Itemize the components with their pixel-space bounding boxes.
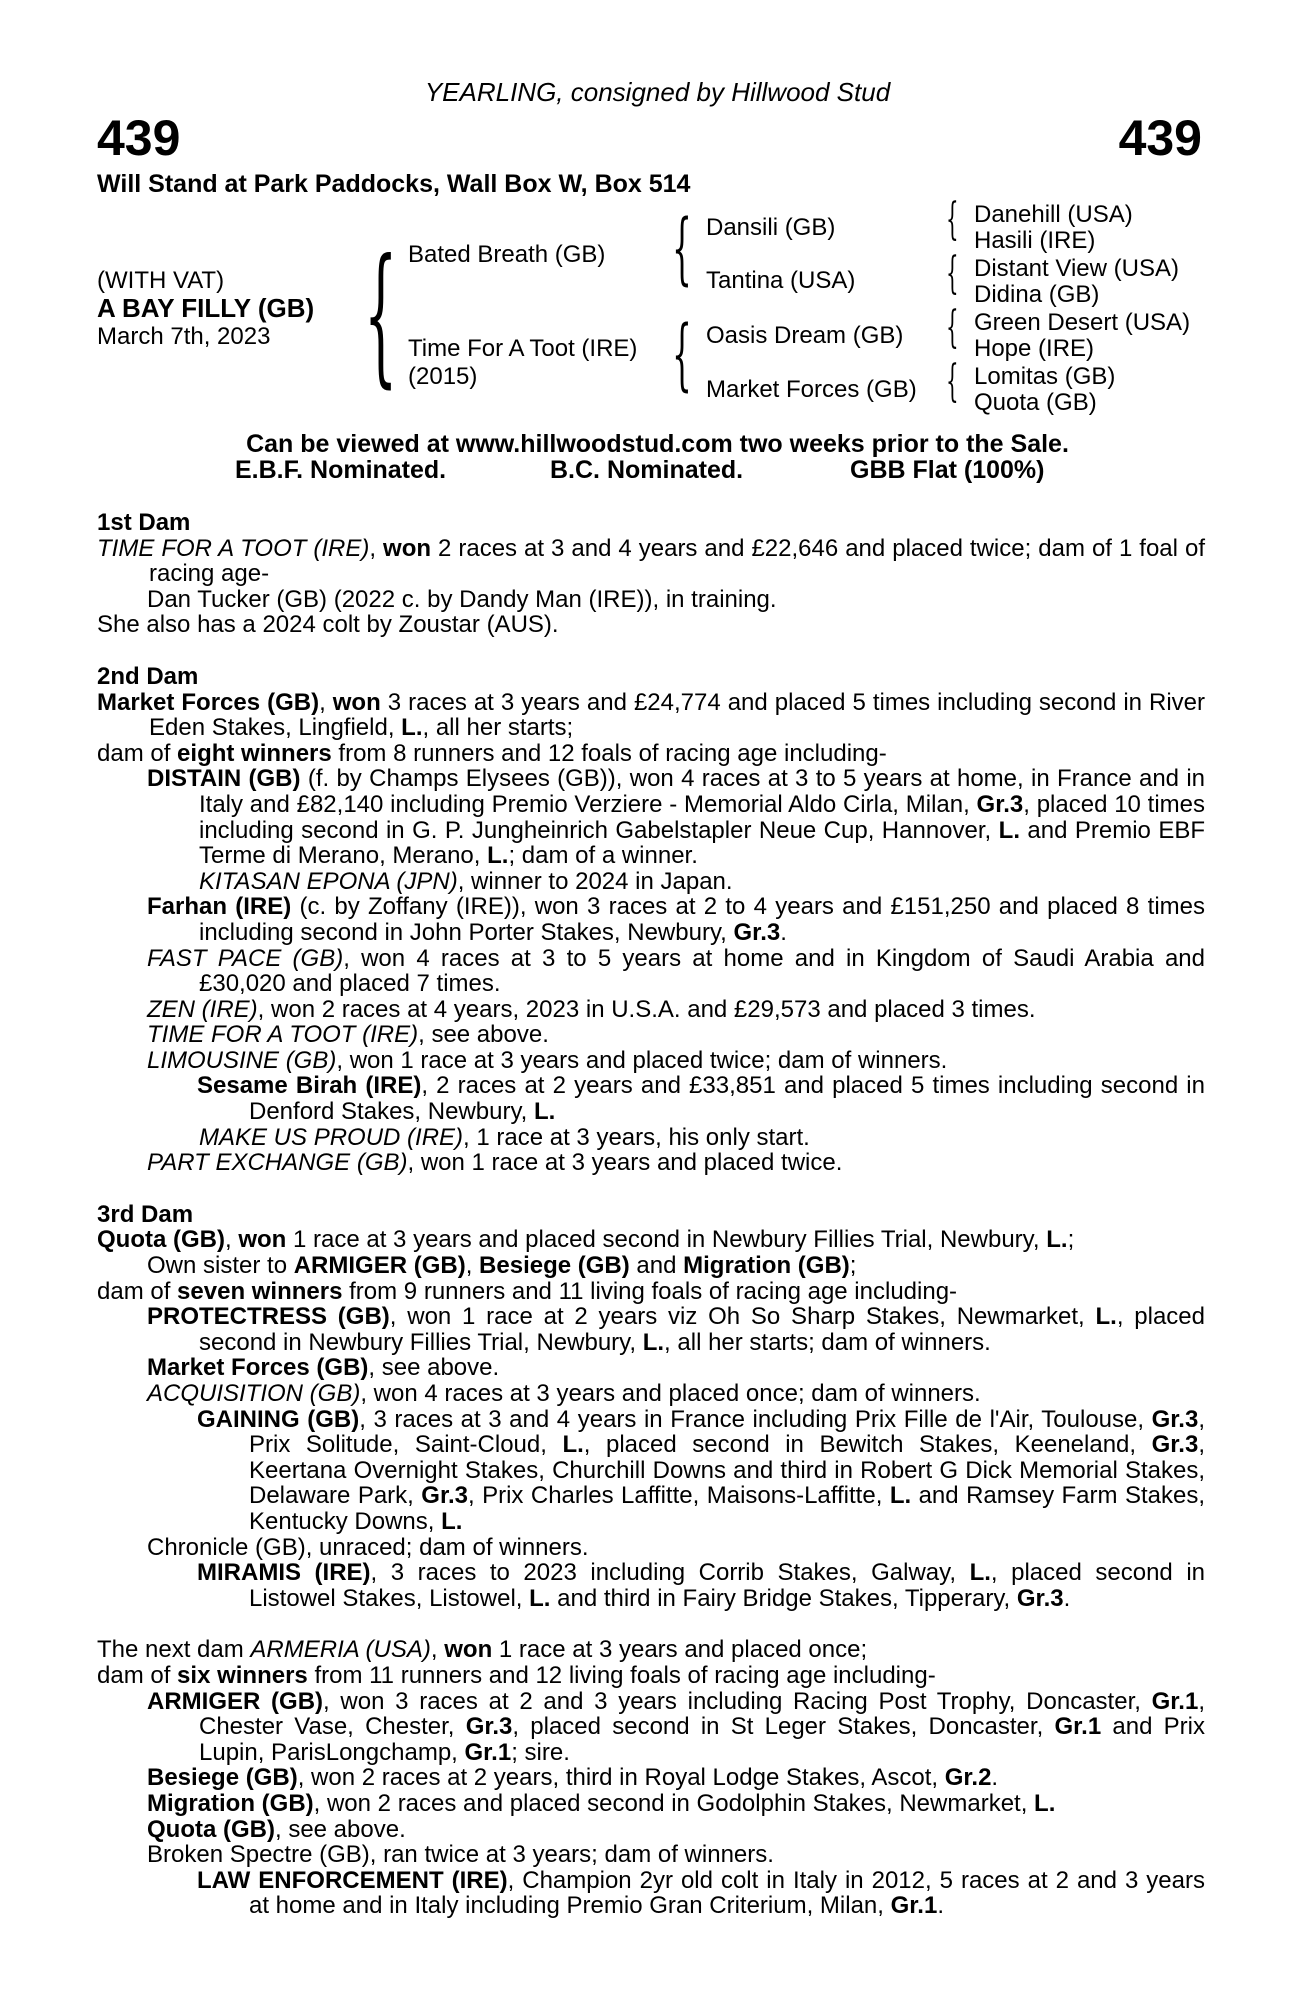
pedigree-g6: Hope (IRE) xyxy=(974,335,1095,362)
section-2 xyxy=(97,638,1205,1176)
entry-line xyxy=(97,690,1205,741)
pedigree-sire-sire: Dansili (GB) xyxy=(706,214,836,241)
text-segment: , won 2 races at 4 years, 2023 in U.S.A. and £29,573 and placed 3 times. xyxy=(257,995,1036,1023)
text-segment: , won 2 races and placed second in Godolphin Stakes, Newmarket, xyxy=(313,1789,1035,1817)
text-segment: (c. by Zoffany (IRE)), won 3 races at 2 to 4 years and £151,250 and placed 8 times including second in John Porter Stakes, Newbury, xyxy=(199,893,1205,946)
italic-text: TIME FOR A TOOT (IRE) xyxy=(147,1021,419,1049)
horse-name: A BAY FILLY (GB) xyxy=(97,293,315,323)
text-segment: , see above. xyxy=(368,1354,500,1382)
pedigree-dam-sire: Oasis Dream (GB) xyxy=(706,322,904,349)
bold-text: won xyxy=(332,688,381,716)
pedigree-g1: Danehill (USA) xyxy=(974,201,1133,228)
entry-line xyxy=(97,1253,1205,1279)
text-segment: Broken Spectre (GB), ran twice at 3 years; dam of winners. xyxy=(147,1841,774,1869)
section-1 xyxy=(97,510,1205,638)
entry-line xyxy=(97,1765,1205,1791)
bold-text: L. xyxy=(487,842,509,870)
text-segment: , won 1 race at 3 years and placed twice. xyxy=(407,1149,843,1177)
entry-line xyxy=(97,1791,1205,1817)
entry-line xyxy=(97,612,1205,638)
bold-text: L. xyxy=(998,816,1020,844)
consigned-by: YEARLING, consigned by Hillwood Stud xyxy=(424,77,891,107)
entry-line xyxy=(97,1355,1205,1381)
text-segment: , placed 10 times including second in G. P. Jungheinrich Gabelstapler Neue Cup, Hannover, xyxy=(199,790,1205,844)
pedigree-sire: Bated Breath (GB) xyxy=(408,241,606,268)
entry-line xyxy=(97,1560,1205,1611)
text-segment: , 2 races at 2 years and £33,851 and placed 5 times including second in Denford Stakes, Newbury, xyxy=(249,1072,1205,1126)
bold-text: Gr.3 xyxy=(1151,1405,1199,1433)
text-segment: from 8 runners and 12 foals of racing age including- xyxy=(331,739,887,767)
bold-text: LAW ENFORCEMENT (IRE) xyxy=(197,1866,508,1894)
entry-line xyxy=(97,1817,1205,1843)
vat-note: (WITH VAT) xyxy=(97,267,225,294)
catalogue-content xyxy=(97,510,1205,1919)
text-segment: , Prix Charles Laffitte, Maisons-Laffitte, xyxy=(467,1482,890,1510)
text-segment: , placed second in Newbury Fillies Trial, Newbury, xyxy=(199,1303,1205,1356)
bold-text: won xyxy=(383,534,432,562)
italic-text: KITASAN EPONA (JPN) xyxy=(199,867,458,895)
text-segment: , see above. xyxy=(418,1021,549,1049)
text-segment: dam of xyxy=(97,1277,178,1305)
bold-text: Gr.3 xyxy=(1151,1431,1199,1459)
text-segment: , xyxy=(465,1252,480,1280)
text-segment: from 11 runners and 12 living foals of racing age including- xyxy=(307,1661,936,1689)
text-segment: and Prix Lupin, ParisLongchamp, xyxy=(199,1713,1205,1766)
text-segment: The next dam xyxy=(97,1636,251,1664)
text-segment: , placed second in Bewitch Stakes, Keeneland, xyxy=(583,1431,1152,1459)
italic-text: PART EXCHANGE (GB) xyxy=(147,1149,408,1177)
bold-text: L. xyxy=(562,1431,584,1459)
text-segment: ; dam of a winner. xyxy=(508,842,698,870)
entry-line xyxy=(97,1125,1205,1151)
bold-text: Market Forces (GB) xyxy=(147,1354,369,1382)
entry-line xyxy=(97,1868,1205,1919)
text-segment: , xyxy=(430,1636,445,1664)
pedigree-brace-main: { xyxy=(364,228,398,402)
text-segment: , 3 races to 2023 including Corrib Stakes, Galway, xyxy=(370,1559,970,1587)
text-segment: , see above. xyxy=(274,1815,406,1843)
section-title: 1st Dam xyxy=(97,509,191,536)
entry-line xyxy=(97,1689,1205,1766)
lot-number-right: 439 xyxy=(1118,110,1202,166)
entry-line xyxy=(97,1048,1205,1074)
pedigree-brace-g4: { xyxy=(946,356,959,407)
bold-text: won xyxy=(238,1226,287,1254)
pedigree-brace-sire: { xyxy=(672,204,692,294)
bold-text: ARMIGER (GB) xyxy=(147,1687,324,1715)
text-segment: , won 3 races at 2 and 3 years including Racing Post Trophy, Doncaster, xyxy=(323,1687,1152,1715)
pedigree-g4: Didina (GB) xyxy=(974,281,1100,308)
pedigree-dam-dam: Market Forces (GB) xyxy=(706,376,917,403)
bold-text: won xyxy=(444,1636,493,1664)
text-segment: from 9 runners and 11 living foals of racing age including- xyxy=(342,1277,958,1305)
bold-text: Gr.2 xyxy=(944,1764,992,1792)
text-segment: 3 races at 3 years and £24,774 and placed 5 times including second in River Eden Stakes, Lingfield, xyxy=(149,688,1206,742)
entry-line xyxy=(97,894,1205,945)
text-segment: and Ramsey Farm Stakes, Kentucky Downs, xyxy=(249,1482,1205,1535)
bold-text: Gr.3 xyxy=(465,1713,513,1741)
bold-text: DISTAIN (GB) xyxy=(147,765,301,793)
text-segment: (f. by Champs Elysees (GB)), won 4 races at 3 to 5 years at home, in France and in Italy and £82,140 including Premio Verziere - Memorial Aldo Cirla, Milan, xyxy=(199,765,1205,818)
section-title: 2nd Dam xyxy=(97,662,199,690)
pedigree-brace-g2: { xyxy=(946,248,959,299)
bold-text: Gr.3 xyxy=(733,918,781,946)
entry-line xyxy=(97,1022,1205,1048)
text-segment: , won 4 races at 3 years and placed once; dam of winners. xyxy=(360,1380,981,1407)
bold-text: six winners xyxy=(177,1661,308,1689)
text-segment: . xyxy=(991,1764,999,1792)
bc-nominated: B.C. Nominated. xyxy=(550,456,744,484)
bold-text: Gr.1 xyxy=(1054,1713,1102,1741)
text-segment: 2 races at 3 and 4 years and £22,646 and placed twice; dam of 1 foal of racing age- xyxy=(149,534,1205,588)
text-segment: and Premio EBF Terme di Merano, Merano, xyxy=(199,816,1206,870)
italic-text: TIME FOR A TOOT (IRE) xyxy=(97,534,370,562)
ebf-nominated: E.B.F. Nominated. xyxy=(235,456,447,484)
text-segment: and xyxy=(629,1252,684,1280)
bold-text: L. xyxy=(889,1482,912,1510)
pedigree-g8: Quota (GB) xyxy=(974,389,1097,416)
bold-text: ARMIGER (GB) xyxy=(293,1252,466,1280)
text-segment: ; xyxy=(849,1252,857,1280)
entry-line xyxy=(97,1637,1205,1663)
entry-line xyxy=(97,1535,1205,1561)
bold-text: Market Forces (GB) xyxy=(97,688,320,716)
bold-text: Gr.1 xyxy=(890,1892,938,1920)
bold-text: Gr.1 xyxy=(464,1738,512,1766)
text-segment: . xyxy=(1063,1584,1071,1612)
text-segment: Dan Tucker (GB) (2022 c. by Dandy Man (IRE)), in training. xyxy=(147,585,777,613)
text-segment: , xyxy=(224,1226,239,1254)
pedigree-dam: Time For A Toot (IRE) xyxy=(408,335,638,362)
pedigree-brace-g3: { xyxy=(946,302,959,353)
italic-text: FAST PACE (GB) xyxy=(147,944,344,972)
section-title: 3rd Dam xyxy=(97,1200,194,1228)
entry-line xyxy=(97,1073,1205,1124)
bold-text: L. xyxy=(441,1507,463,1535)
pedigree-sire-dam: Tantina (USA) xyxy=(706,267,856,294)
bold-text: GAINING (GB) xyxy=(197,1405,360,1433)
bold-text: eight winners xyxy=(177,739,332,767)
text-segment: , placed second in Listowel Stakes, Listowel, xyxy=(249,1559,1205,1612)
section-3 xyxy=(97,1176,1205,1612)
entry-line xyxy=(97,1150,1205,1176)
text-segment: She also has a 2024 colt by Zoustar (AUS). xyxy=(97,611,559,639)
entry-line xyxy=(97,997,1205,1023)
entry-line xyxy=(97,766,1205,868)
bold-text: L. xyxy=(1034,1789,1056,1817)
entry-line xyxy=(97,1407,1205,1535)
text-segment: , placed second in St Leger Stakes, Doncaster, xyxy=(512,1713,1055,1741)
text-segment: , Prix Solitude, Saint-Cloud, xyxy=(249,1405,1205,1459)
entry-line xyxy=(97,1842,1205,1868)
italic-text: ZEN (IRE) xyxy=(147,995,258,1023)
bold-text: Sesame Birah (IRE) xyxy=(197,1072,422,1100)
text-segment: and third in Fairy Bridge Stakes, Tipperary, xyxy=(550,1584,1017,1612)
bold-text: Farhan (IRE) xyxy=(147,893,292,921)
bold-text: MIRAMIS (IRE) xyxy=(197,1559,371,1587)
text-segment: ; xyxy=(1067,1226,1075,1254)
text-segment: , Champion 2yr old colt in Italy in 2012, 5 races at 2 and 3 years at home and in Italy including Premio Gran Criterium, Milan, xyxy=(249,1866,1205,1920)
text-segment: . xyxy=(937,1892,944,1920)
text-segment: , winner to 2024 in Japan. xyxy=(457,867,733,895)
text-segment: , Chester Vase, Chester, xyxy=(199,1687,1205,1741)
pedigree-g3: Distant View (USA) xyxy=(974,255,1179,282)
viewing-note: Can be viewed at www.hillwoodstud.com two weeks prior to the Sale. xyxy=(246,430,1069,458)
text-segment: Own sister to xyxy=(147,1252,294,1280)
pedigree-dam-year: (2015) xyxy=(408,363,478,390)
gbb-flat: GBB Flat (100%) xyxy=(850,456,1045,484)
italic-text: ACQUISITION (GB) xyxy=(147,1380,361,1407)
text-segment: , won 1 race at 2 years viz Oh So Sharp Stakes, Newmarket, xyxy=(389,1303,1096,1331)
entry-line xyxy=(97,1227,1205,1253)
bold-text: PROTECTRESS (GB) xyxy=(147,1303,390,1331)
italic-text: MAKE US PROUD (IRE) xyxy=(199,1123,464,1151)
bold-text: L. xyxy=(401,714,423,742)
bold-text: Quota (GB) xyxy=(147,1815,275,1843)
text-segment: , 1 race at 3 years, his only start. xyxy=(463,1123,810,1151)
bold-text: L. xyxy=(1095,1303,1117,1331)
bold-text: Migration (GB) xyxy=(147,1789,314,1817)
bold-text: Besiege (GB) xyxy=(479,1252,630,1280)
entry-line xyxy=(97,1663,1205,1689)
text-segment: 1 race at 3 years and placed second in Newbury Fillies Trial, Newbury, xyxy=(286,1226,1047,1254)
bold-text: L. xyxy=(529,1584,551,1612)
text-segment: ; sire. xyxy=(511,1738,570,1766)
bold-text: L. xyxy=(534,1098,556,1126)
text-segment: , won 4 races at 3 to 5 years at home and in Kingdom of Saudi Arabia and £30,020 and placed 7 times. xyxy=(199,944,1205,998)
bold-text: L. xyxy=(1046,1226,1068,1254)
bold-text: Migration (GB) xyxy=(683,1252,850,1280)
entry-line xyxy=(97,1279,1205,1305)
entry-line xyxy=(97,587,1205,613)
pedigree-brace-dam: { xyxy=(672,310,692,400)
entry-line xyxy=(97,536,1205,587)
bold-text: Gr.3 xyxy=(1016,1584,1064,1612)
entry-line xyxy=(97,869,1205,895)
text-segment: dam of xyxy=(97,1661,178,1689)
bold-text: Besiege (GB) xyxy=(147,1764,298,1792)
text-segment: dam of xyxy=(97,739,178,767)
stand-location: Will Stand at Park Paddocks, Wall Box W, Box 514 xyxy=(97,170,691,198)
pedigree-g2: Hasili (IRE) xyxy=(974,227,1096,254)
italic-text: ARMERIA (USA) xyxy=(250,1636,431,1664)
text-segment: Chronicle (GB), unraced; dam of winners. xyxy=(147,1533,589,1561)
text-segment: , Keertana Overnight Stakes, Churchill Downs and third in Robert G Dick Memorial Stakes, Delaware Park, xyxy=(249,1431,1205,1510)
entry-line xyxy=(97,1381,1205,1407)
lot-number-left: 439 xyxy=(97,110,181,166)
entry-line xyxy=(97,1304,1205,1355)
text-segment: , all her starts; dam of winners. xyxy=(664,1328,991,1356)
bold-text: L. xyxy=(642,1328,665,1356)
pedigree-brace-g1: { xyxy=(946,194,959,245)
text-segment: , xyxy=(319,688,333,716)
bold-text: Gr.1 xyxy=(1151,1687,1199,1715)
pedigree-g5: Green Desert (USA) xyxy=(974,309,1191,336)
entry-line xyxy=(97,741,1205,767)
section-4 xyxy=(97,1611,1205,1919)
horse-dob: March 7th, 2023 xyxy=(97,323,271,350)
text-segment: 1 race at 3 years and placed once; xyxy=(492,1636,868,1664)
text-segment: , all her starts; xyxy=(422,714,574,742)
text-segment: . xyxy=(780,918,787,946)
bold-text: Gr.3 xyxy=(421,1482,468,1510)
pedigree-g7: Lomitas (GB) xyxy=(974,363,1116,390)
section-gap xyxy=(97,1611,1205,1637)
italic-text: LIMOUSINE (GB) xyxy=(147,1046,337,1074)
bold-text: Quota (GB) xyxy=(97,1226,225,1254)
text-segment: , 3 races at 3 and 4 years in France including Prix Fille de l'Air, Toulouse, xyxy=(359,1405,1152,1433)
text-segment: , xyxy=(369,534,384,562)
bold-text: seven winners xyxy=(177,1277,343,1305)
text-segment: , won 2 races at 2 years, third in Royal Lodge Stakes, Ascot, xyxy=(297,1764,945,1792)
bold-text: L. xyxy=(969,1559,991,1587)
section-gap xyxy=(97,638,1205,664)
entry-line xyxy=(97,946,1205,997)
bold-text: Gr.3 xyxy=(976,790,1024,818)
text-segment: , won 1 race at 3 years and placed twice; dam of winners. xyxy=(336,1046,948,1074)
section-gap xyxy=(97,1176,1205,1202)
